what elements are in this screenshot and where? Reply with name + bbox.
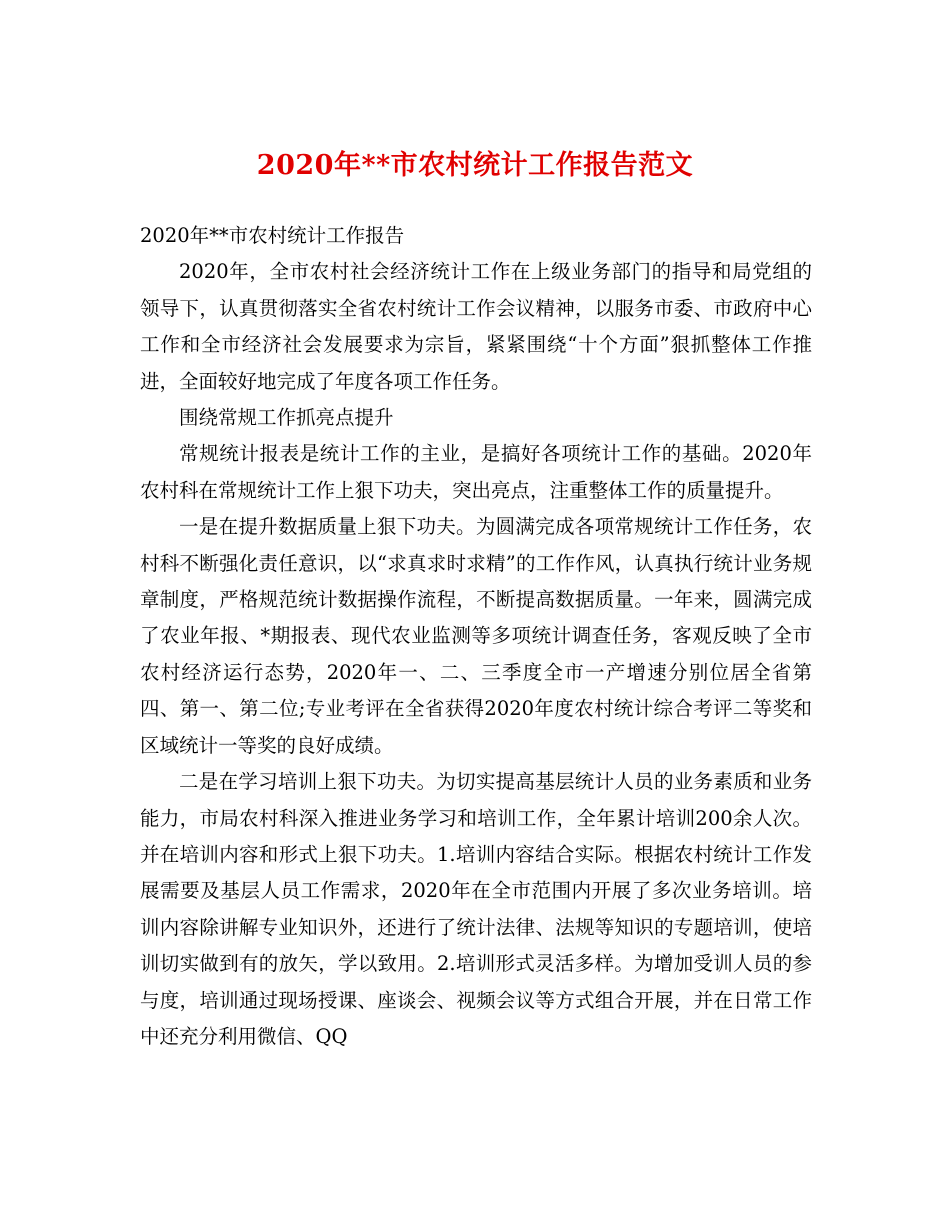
- paragraph-routine-reports: 常规统计报表是统计工作的主业，是搞好各项统计工作的基础。2020年农村科在常规统计工作上狠下功夫，突出亮点，注重整体工作的质量提升。: [140, 442, 812, 502]
- paragraph-intro: 2020年，全市农村社会经济统计工作在上级业务部门的指导和局党组的领导下，认真贯彻落实全省农村统计工作会议精神，以服务市委、市政府中心工作和全市经济社会发展要求为宗旨，紧紧围绕“十个方面”狠抓整体工作推进，全面较好地完成了年度各项工作任务。: [140, 260, 812, 393]
- paragraph-training: 二是在学习培训上狠下功夫。为切实提高基层统计人员的业务素质和业务能力，市局农村科深入推进业务学习和培训工作，全年累计培训200余人次。并在培训内容和形式上狠下功夫。1.培训内容结合实际。根据农村统计工作发展需要及基层人员工作需求，2020年在全市范围内开展了多次业务培训。培训内容除讲解专业知识外，还进行了统计法律、法规等知识的专题培训，使培训切实做到有的放矢，学以致用。2.培训形式灵活多样。为增加受训人员的参与度，培训通过现场授课、座谈会、视频会议等方式组合开展，并在日常工作中还充分利用微信、QQ: [140, 770, 812, 1048]
- section-heading: 围绕常规工作抓亮点提升: [179, 406, 394, 430]
- document-title: 2020年**市农村统计工作报告范文: [256, 150, 694, 182]
- document-body: [140, 218, 812, 1055]
- paragraph-data-quality: 一是在提升数据质量上狠下功夫。为圆满完成各项常规统计工作任务，农村科不断强化责任意识，以“求真求时求精”的工作作风，认真执行统计业务规章制度，严格规范统计数据操作流程，不断提高数据质量。一年来，圆满完成了农业年报、*期报表、现代农业监测等多项统计调查任务，客观反映了全市农村经济运行态势，2020年一、二、三季度全市一产增速分别位居全省第四、第一、第二位;专业考评在全省获得2020年度农村统计综合考评二等奖和区域统计一等奖的良好成绩。: [140, 515, 812, 757]
- document-subtitle: 2020年**市农村统计工作报告: [140, 224, 405, 247]
